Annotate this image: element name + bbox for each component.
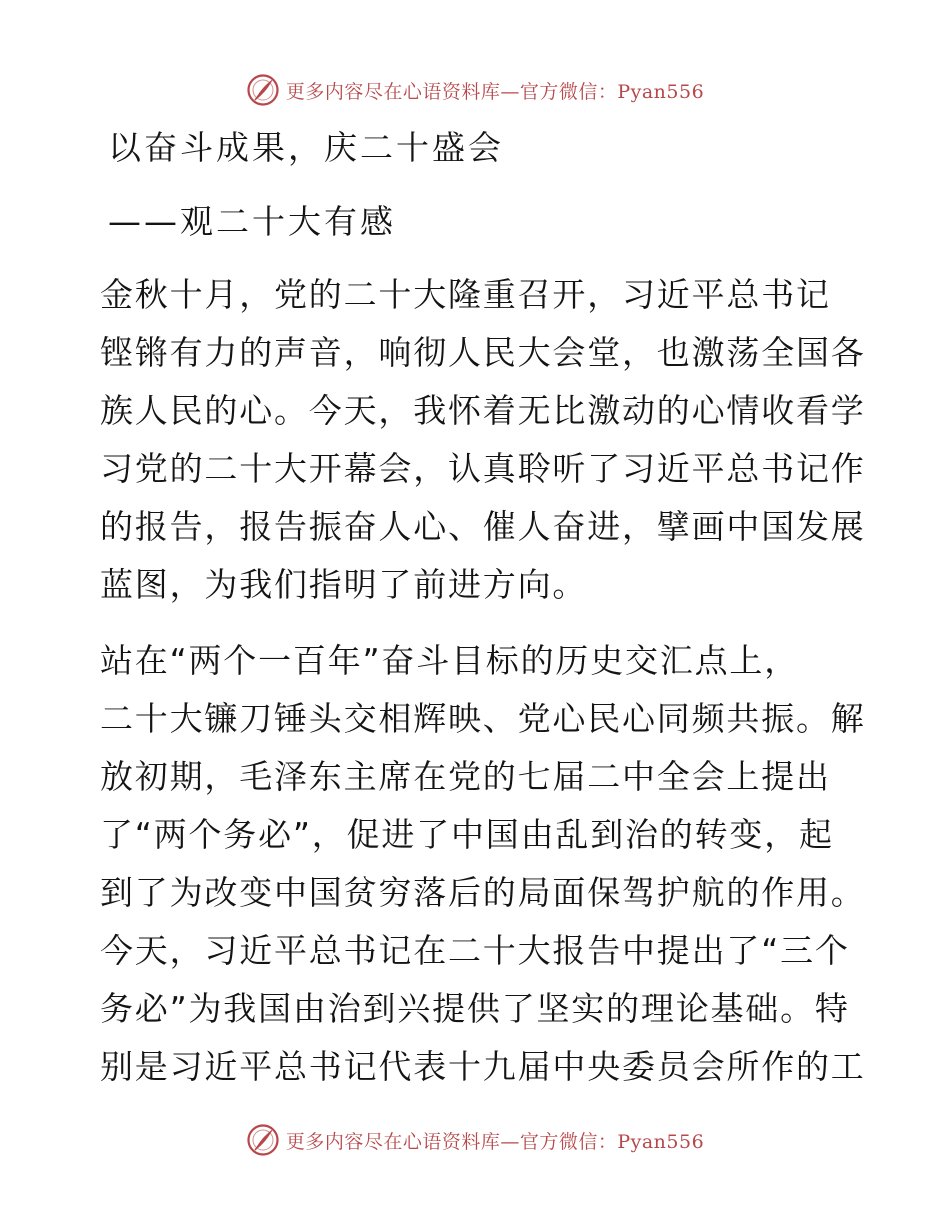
paragraph-line: 站在“两个一百年”奋斗目标的历史交汇点上， — [100, 641, 799, 680]
paragraph-line: 蓝图，为我们指明了前进方向。 — [100, 565, 588, 604]
feather-seal-logo-icon — [246, 73, 280, 107]
paragraph-line: 铿锵有力的声音，响彻人民大会堂，也激荡全国各 — [100, 333, 866, 372]
header-banner-content — [246, 73, 704, 107]
header-banner — [0, 68, 950, 112]
paragraph-1 — [100, 266, 866, 614]
paragraph-line: 习党的二十大开幕会，认真聆听了习近平总书记作 — [100, 449, 866, 488]
paragraph-line: 金秋十月，党的二十大隆重召开，习近平总书记 — [100, 275, 831, 314]
document-title: 以奋斗成果，庆二十盛会 — [108, 128, 504, 167]
header-banner-text: 更多内容尽在心语资料库—官方微信：Pyan556 — [285, 80, 705, 103]
paragraph-line: 族人民的心。今天，我怀着无比激动的心情收看学 — [100, 391, 866, 430]
document-subtitle: ——观二十大有感 — [108, 202, 396, 241]
paragraph-line: 今天，习近平总书记在二十大报告中提出了“三个 — [100, 931, 850, 970]
footer-banner-content — [246, 1123, 704, 1157]
paragraph-line: 了“两个务必”，促进了中国由乱到治的转变，起 — [100, 815, 834, 854]
footer-banner-text: 更多内容尽在心语资料库—官方微信：Pyan556 — [285, 1130, 705, 1153]
paragraph-line: 别是习近平总书记代表十九届中央委员会所作的工 — [100, 1047, 866, 1086]
paragraph-line: 务必”为我国由治到兴提供了坚实的理论基础。特 — [100, 989, 850, 1028]
paragraph-line: 放初期，毛泽东主席在党的七届二中全会上提出 — [100, 757, 831, 796]
feather-seal-logo-icon — [246, 1123, 280, 1157]
footer-banner — [0, 1118, 950, 1162]
paragraph-line: 到了为改变中国贫穷落后的局面保驾护航的作用。 — [100, 873, 866, 912]
paragraph-2 — [100, 632, 866, 1096]
paragraph-line: 二十大镰刀锤头交相辉映、党心民心同频共振。解 — [100, 699, 866, 738]
paragraph-line: 的报告，报告振奋人心、催人奋进，擘画中国发展 — [100, 507, 866, 546]
